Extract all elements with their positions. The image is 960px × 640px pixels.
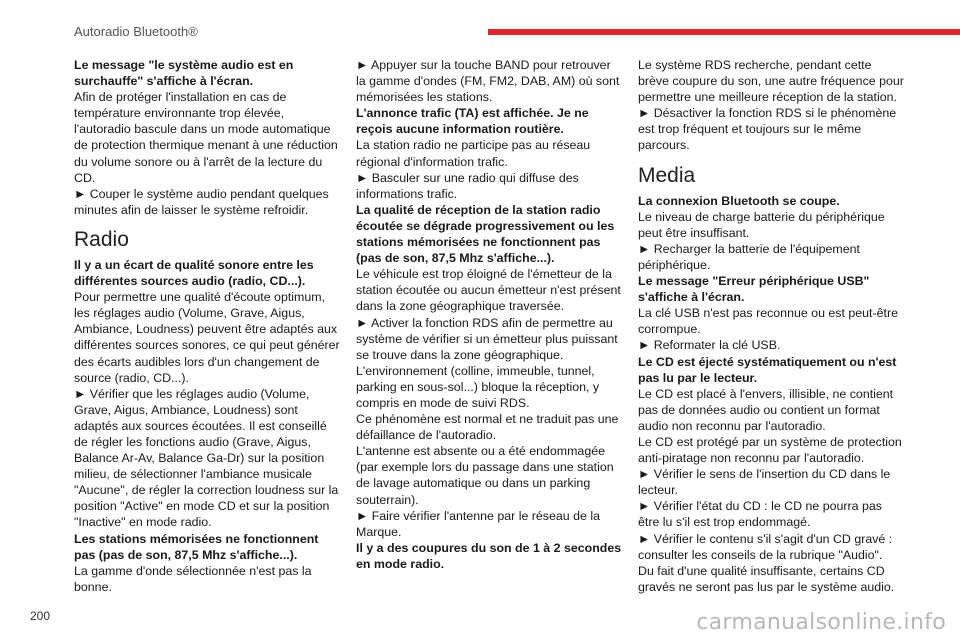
paragraph: La gamme d'onde sélectionnée n'est pas la bonne. xyxy=(74,563,312,594)
problem-statement: Les stations mémorisées ne fonctionnent pas (pas de son, 87,5 Mhz s'affiche...). xyxy=(74,531,319,562)
paragraph: Le CD est protégé par un système de protection anti-piratage non reconnu par l'autoradio. xyxy=(638,434,902,466)
section-heading: Radio xyxy=(74,227,129,251)
paragraph: L'environnement (colline, immeuble, tunnel, parking en sous-sol...) bloque la réception, y compris en mode de suivi RDS. xyxy=(356,363,600,410)
paragraph: ► Faire vérifier l'antenne par le réseau de la Marque. xyxy=(356,508,600,539)
problem-statement: La connexion Bluetooth se coupe. xyxy=(638,193,840,208)
section-heading: Media xyxy=(638,163,696,187)
problem-statement: L'annonce trafic (TA) est affichée. Je ne reçois aucune information routière. xyxy=(356,106,589,137)
problem-statement: Il y a un écart de qualité sonore entre les différentes sources audio (radio, CD...). xyxy=(74,257,314,289)
paragraph: ► Vérifier que les réglages audio (Volume, Grave, Aigus, Ambiance, Loudness) sont adaptés aux sources écoutées. Il est conseillé de régler les fonctions audio (Grave, Aigus, Balance Ar-Av, Balance Ga-Dr) sur la position milieu, de sélectionner l'ambiance musicale "Aucune", de régler la correction loudness sur la position "Active" en mode CD et sur la position "Inactive" en mode radio. xyxy=(74,386,339,530)
paragraph: ► Vérifier le sens de l'insertion du CD dans le lecteur. xyxy=(638,467,891,498)
problem-statement: Le message "le système audio est en surchauffe" s'affiche à l'écran. xyxy=(74,58,294,89)
problem-statement: Il y a des coupures du son de 1 à 2 secondes en mode radio. xyxy=(356,540,622,571)
paragraph: Pour permettre une qualité d'écoute optimum, les réglages audio (Volume, Grave, Aigus, Ambiance, Loudness) peuvent être adaptés aux différentes sources sonores, ce qui peut générer des écarts audibles lors d'un changement de source (radio, CD...). xyxy=(74,290,340,385)
paragraph: ► Désactiver la fonction RDS si le phénomène est trop fréquent et toujours sur le même parcours. xyxy=(638,106,897,153)
text-column-2 xyxy=(356,57,622,572)
problem-statement: Le message "Erreur périphérique USB" s'affiche à l'écran. xyxy=(638,274,870,305)
paragraph: Le véhicule est trop éloigné de l'émetteur de la station écoutée ou aucun émetteur n'est présent dans la zone géographique traversée. xyxy=(356,267,621,314)
paragraph: ► Appuyer sur la touche BAND pour retrouver la gamme d'ondes (FM, FM2, DAB, AM) où sont mémorisées les stations. xyxy=(356,58,620,105)
paragraph: Du fait d'une qualité insuffisante, certains CD gravés ne seront pas lus par le système audio. xyxy=(638,563,895,594)
paragraph: Le niveau de charge batterie du périphérique peut être insuffisant. xyxy=(638,209,885,240)
paragraph: La clé USB n'est pas reconnue ou est peut-être corrompue. xyxy=(638,306,898,337)
paragraph: Afin de protéger l'installation en cas de température environnante trop élevée, l'autoradio bascule dans un mode automatique de protection thermique menant à une réduction du volume sonore ou à l'arrêt de la lecture du CD. xyxy=(74,90,338,185)
paragraph: ► Couper le système audio pendant quelques minutes afin de laisser le système refroidir. xyxy=(74,186,329,217)
running-header-title: Autoradio Bluetooth® xyxy=(74,24,198,39)
text-column-1 xyxy=(74,57,340,595)
header-accent-bar xyxy=(488,29,960,35)
paragraph: La station radio ne participe pas au réseau régional d'information trafic. xyxy=(356,138,591,169)
problem-statement: La qualité de réception de la station radio écoutée se dégrade progressivement ou les stations mémorisées ne fonctionnent pas (pas de son, 87,5 Mhz s'affiche...). xyxy=(356,202,615,266)
text-column-3 xyxy=(638,57,904,595)
paragraph: ► Reformater la clé USB. xyxy=(638,338,781,353)
paragraph: Le CD est placé à l'envers, illisible, ne contient pas de données audio ou contient un format audio non reconnu par l'autoradio. xyxy=(638,386,894,433)
problem-statement: Le CD est éjecté systématiquement ou n'est pas lu par le lecteur. xyxy=(638,354,897,385)
watermark: carmanualsonline.info xyxy=(696,610,946,635)
paragraph: ► Vérifier le contenu s'il s'agit d'un CD gravé : consulter les conseils de la rubrique "Audio". xyxy=(638,531,893,562)
paragraph: ► Basculer sur une radio qui diffuse des informations trafic. xyxy=(356,170,579,201)
paragraph: Ce phénomène est normal et ne traduit pas une défaillance de l'autoradio. xyxy=(356,412,619,443)
paragraph: Le système RDS recherche, pendant cette brève coupure du son, une autre fréquence pour permettre une meilleure réception de la station. xyxy=(638,58,904,105)
page-number: 200 xyxy=(30,609,51,623)
paragraph: ► Activer la fonction RDS afin de permettre au système de vérifier si un émetteur plus puissant se trouve dans la zone géographique. xyxy=(356,315,618,362)
paragraph: ► Recharger la batterie de l'équipement périphérique. xyxy=(638,241,860,272)
paragraph: L'antenne est absente ou a été endommagée (par exemple lors du passage dans une station de lavage automatique ou dans un parking souterrain). xyxy=(356,444,614,507)
paragraph: ► Vérifier l'état du CD : le CD ne pourra pas être lu s'il est trop endommagé. xyxy=(638,499,882,530)
